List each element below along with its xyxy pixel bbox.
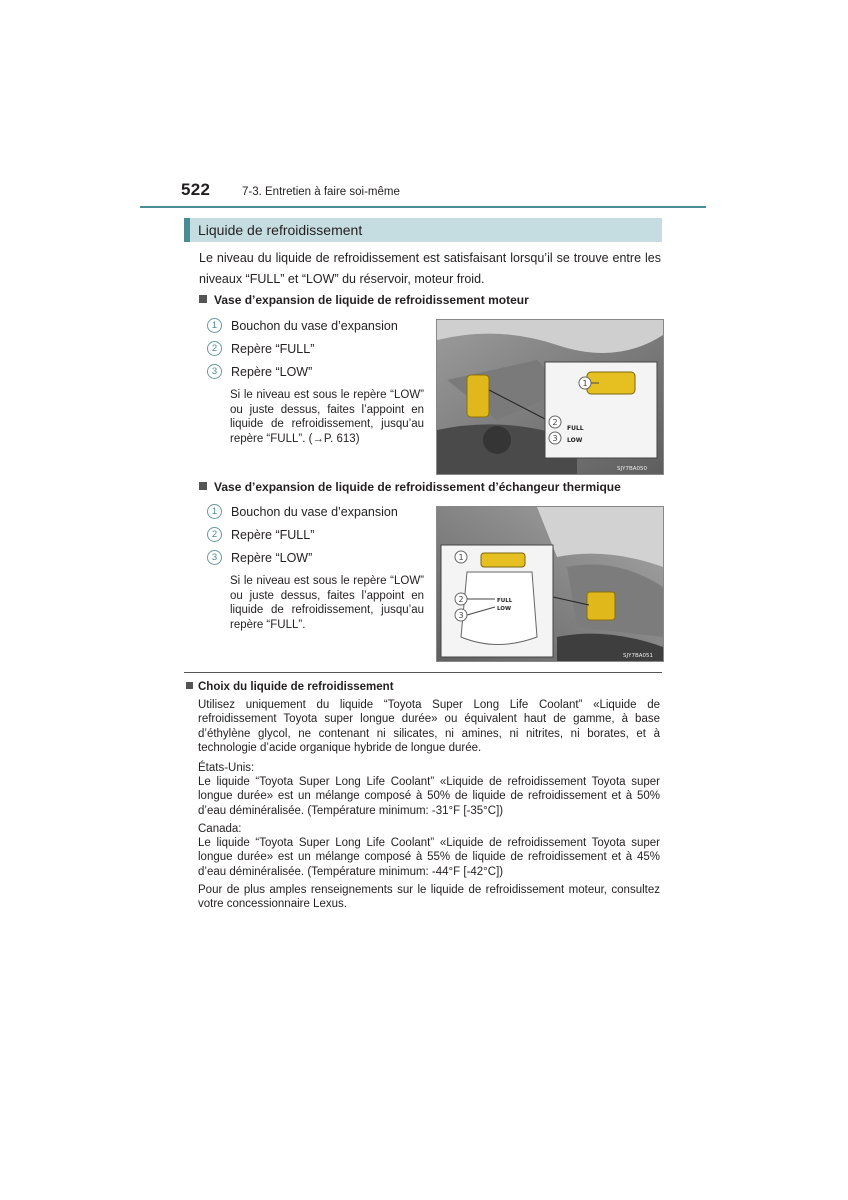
low-mark-label: LOW [497,606,512,612]
block2-heading: Vase d’expansion de liquide de refroidissement d’échangeur thermique [199,480,621,494]
block1-item-2: 2 Repère “FULL” [207,341,314,356]
section-divider [184,672,662,673]
callout-3: 3 [552,434,558,443]
coolant-choice-heading: Choix du liquide de refroidissement [186,681,394,693]
callout-2: 2 [458,595,464,604]
number-circle-icon: 2 [207,341,222,356]
block2-item-3: 3 Repère “LOW” [207,550,312,565]
section-heading [184,218,662,242]
coolant-choice-paragraph: Utilisez uniquement du liquide “Toyota Super Long Life Coolant” «Liquide de refroidissement Toyota super longue durée» ou équivalent haut de gamme, à base d’éthylène glycol, ne contenant ni silicates, ni amines, ni nitrites, ni borates, et à technologie d’acide organique hybride de longue durée. [198,699,660,754]
section-path: 7-3. Entretien à faire soi-même [242,186,400,198]
dealer-advice-text: Pour de plus amples renseignements sur le liquide de refroidissement moteur, consultez votre concessionnaire Lexus. [198,884,660,911]
us-label: États-Unis: [198,762,255,774]
us-text: Le liquide “Toyota Super Long Life Coolant” «Liquide de refroidissement Toyota super longue durée» est un mélange composé à 50% de liquide de refroidissement et à 50% d’eau déminéralisée. (Température minimum: -31°F [-35°C]) [198,776,660,817]
callout-1: 1 [582,379,588,388]
full-mark-label: FULL [497,598,513,604]
number-circle-icon: 1 [207,504,222,519]
intro-text: Le niveau du liquide de refroidissement est satisfaisant lorsqu’il se trouve entre les niveaux “FULL” et “LOW” du réservoir, moteur froid. [199,251,661,286]
block2-item-2: 2 Repère “FULL” [207,527,314,542]
block2-item-1: 1 Bouchon du vase d’expansion [207,504,398,519]
image-code: SJY7BA050 [617,466,648,472]
bullet-square-icon [199,295,207,303]
block2-note: Si le niveau est sous le repère “LOW” ou juste dessus, faites l’appoint en liquide de refroidissement, jusqu’au repère “FULL”. [230,575,424,631]
callout-1: 1 [458,553,464,562]
number-circle-icon: 2 [207,527,222,542]
engine-coolant-reservoir-image [436,319,664,475]
number-circle-icon: 3 [207,550,222,565]
bullet-square-icon [186,682,193,689]
low-mark-label: LOW [567,437,583,444]
canada-label: Canada: [198,823,242,835]
block1-heading: Vase d’expansion de liquide de refroidissement moteur [199,293,529,307]
callout-3: 3 [458,611,464,620]
image-code: SJY7BA051 [623,653,654,659]
block1-item-3: 3 Repère “LOW” [207,364,312,379]
number-circle-icon: 3 [207,364,222,379]
heat-exchanger-reservoir-image [436,506,664,662]
header-rule [140,206,706,208]
full-mark-label: FULL [567,425,584,432]
callout-2: 2 [552,418,558,427]
number-circle-icon: 1 [207,318,222,333]
block1-note: Si le niveau est sous le repère “LOW” ou juste dessus, faites l’appoint en liquide de refroidissement, jusqu’au repère “FULL”. (→P. 613) [230,389,424,445]
page-number: 522 [181,180,211,199]
canada-text: Le liquide “Toyota Super Long Life Coolant” «Liquide de refroidissement Toyota super longue durée» est un mélange composé à 55% de liquide de refroidissement et à 45% d’eau déminéralisée. (Température minimum: -44°F [-42°C]) [198,837,660,878]
block1-item-1: 1 Bouchon du vase d’expansion [207,318,398,333]
bullet-square-icon [199,482,207,490]
section-title: Liquide de refroidissement [198,222,363,238]
